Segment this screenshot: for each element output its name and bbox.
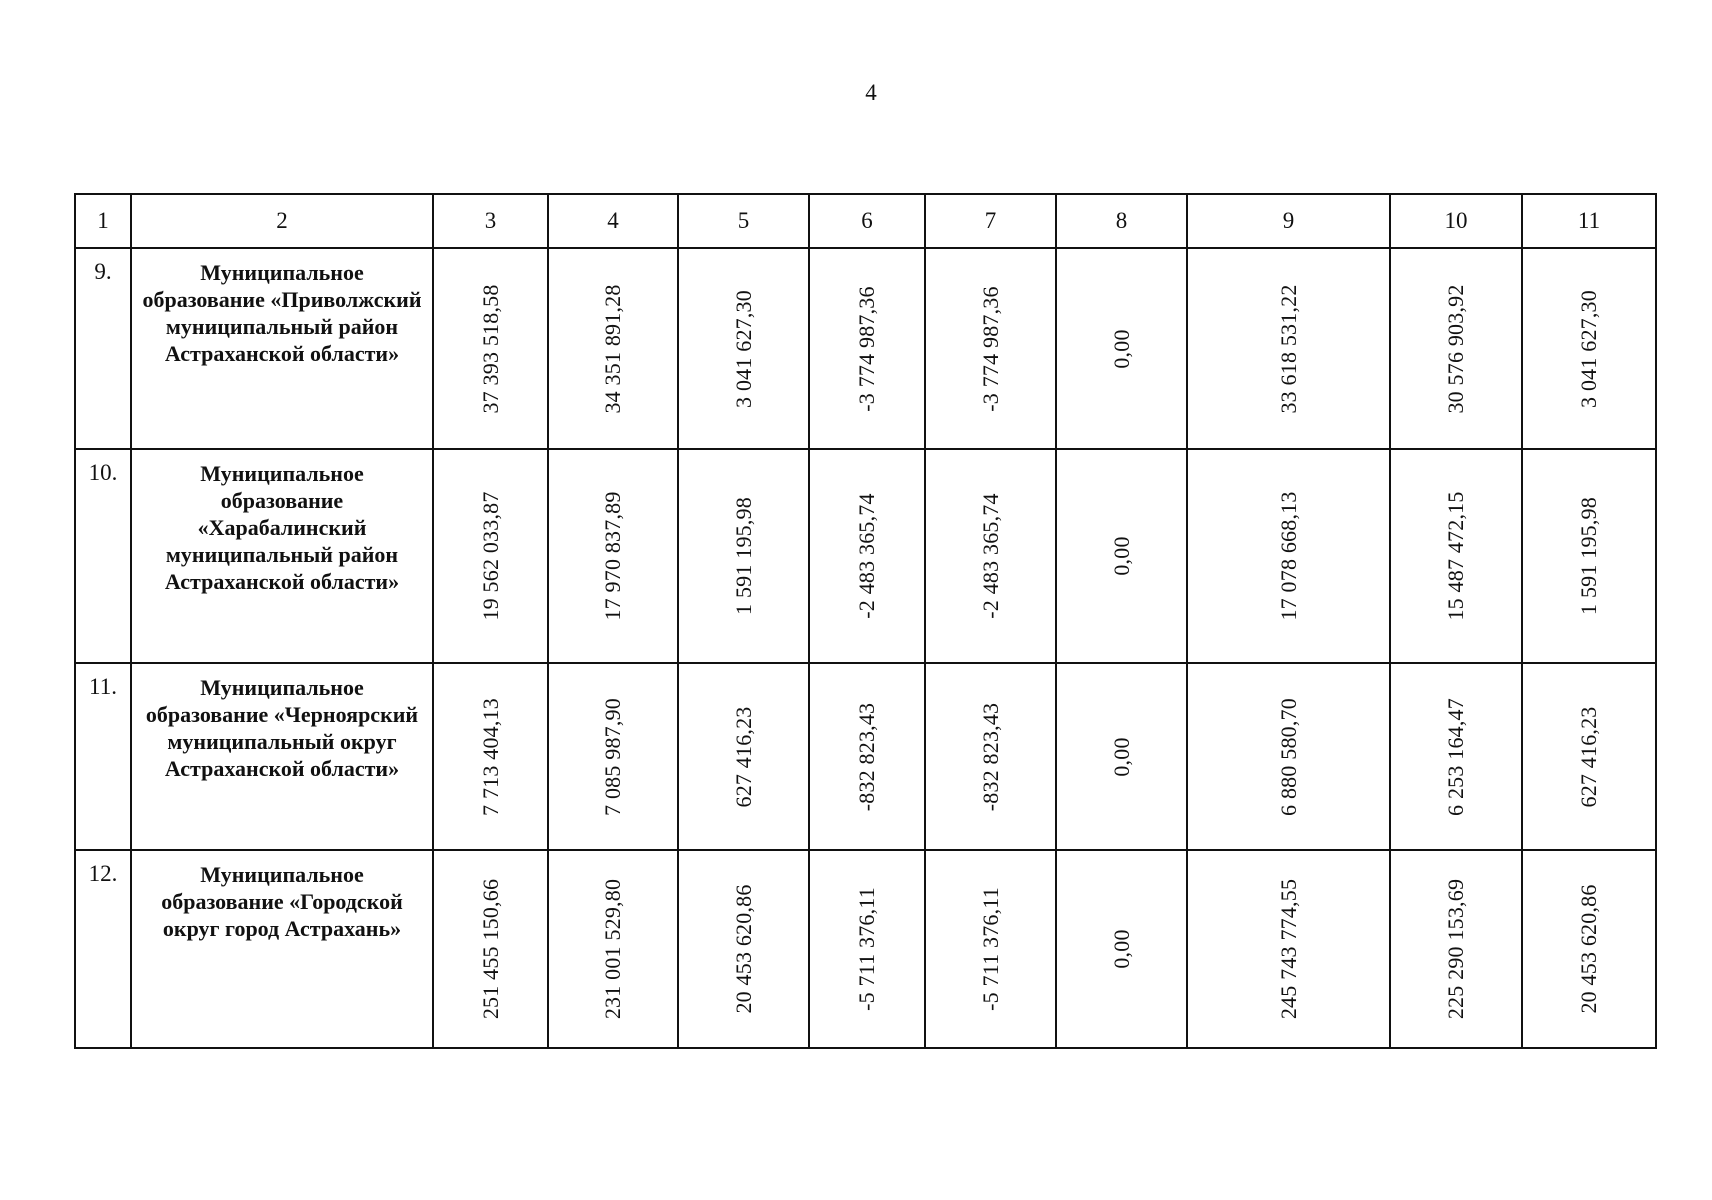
value-cell: 15 487 472,15 — [1443, 491, 1468, 621]
value-cell: 37 393 518,58 — [477, 283, 503, 414]
column-header: 3 — [433, 194, 548, 248]
row-number: 9. — [75, 248, 131, 449]
value-cell: 231 001 529,80 — [600, 878, 625, 1020]
value-cell: 1 591 195,98 — [730, 497, 756, 615]
municipality-name: Муниципальное образование «Черноярский муниципальный округ Астраханской области» — [131, 663, 433, 850]
table-row — [75, 850, 1656, 1048]
column-header: 10 — [1390, 194, 1522, 248]
value-cell: -3 774 987,36 — [977, 285, 1003, 412]
value-cell: 0,00 — [1108, 929, 1134, 969]
column-header: 9 — [1187, 194, 1390, 248]
column-header: 4 — [548, 194, 678, 248]
value-cell: 20 453 620,86 — [1576, 884, 1601, 1014]
value-cell: 0,00 — [1108, 736, 1134, 777]
value-cell: 245 743 774,55 — [1275, 878, 1301, 1020]
value-cell: 33 618 531,22 — [1275, 283, 1301, 414]
value-cell: 7 713 404,13 — [477, 697, 503, 816]
column-header: 1 — [75, 194, 131, 248]
value-cell: 7 085 987,90 — [600, 697, 625, 816]
value-cell: 0,00 — [1108, 328, 1134, 369]
column-header: 11 — [1522, 194, 1656, 248]
row-number: 11. — [75, 663, 131, 850]
value-cell: 251 455 150,66 — [477, 878, 503, 1020]
value-cell: 20 453 620,86 — [730, 884, 756, 1014]
data-table — [74, 193, 1657, 1049]
value-cell: 17 970 837,89 — [600, 491, 625, 621]
table-row — [75, 449, 1656, 663]
value-cell: -2 483 365,74 — [977, 493, 1003, 619]
row-number: 12. — [75, 850, 131, 1048]
municipality-name: Муниципальное образование «Харабалинский муниципальный район Астраханской области» — [131, 449, 433, 663]
value-cell: 19 562 033,87 — [477, 491, 503, 621]
value-cell: 6 880 580,70 — [1275, 697, 1301, 816]
value-cell: 627 416,23 — [1576, 706, 1601, 807]
value-cell: 627 416,23 — [730, 706, 756, 807]
value-cell: 30 576 903,92 — [1443, 283, 1468, 414]
municipality-name: Муниципальное образование «Приволжский муниципальный район Астраханской области» — [131, 248, 433, 449]
column-header: 6 — [809, 194, 925, 248]
value-cell: 34 351 891,28 — [600, 283, 625, 414]
value-cell: -3 774 987,36 — [854, 285, 879, 412]
column-header: 7 — [925, 194, 1056, 248]
value-cell: 17 078 668,13 — [1275, 491, 1301, 621]
value-cell: 6 253 164,47 — [1443, 697, 1468, 816]
value-cell: 0,00 — [1108, 536, 1134, 576]
value-cell: -2 483 365,74 — [854, 493, 879, 619]
page-number: 4 — [865, 80, 877, 105]
value-cell: 225 290 153,69 — [1443, 878, 1468, 1020]
value-cell: -832 823,43 — [854, 702, 879, 811]
column-header: 5 — [678, 194, 809, 248]
value-cell: -5 711 376,11 — [854, 887, 879, 1011]
table-row — [75, 663, 1656, 850]
table-row — [75, 248, 1656, 449]
value-cell: 3 041 627,30 — [1576, 289, 1601, 408]
row-number: 10. — [75, 449, 131, 663]
column-header: 8 — [1056, 194, 1187, 248]
header-row — [75, 194, 1656, 248]
municipality-name: Муниципальное образование «Городской округ город Астрахань» — [131, 850, 433, 1048]
value-cell: 3 041 627,30 — [730, 289, 756, 408]
value-cell: 1 591 195,98 — [1576, 497, 1601, 615]
value-cell: -832 823,43 — [977, 702, 1003, 811]
value-cell: -5 711 376,11 — [977, 887, 1003, 1011]
column-header: 2 — [131, 194, 433, 248]
